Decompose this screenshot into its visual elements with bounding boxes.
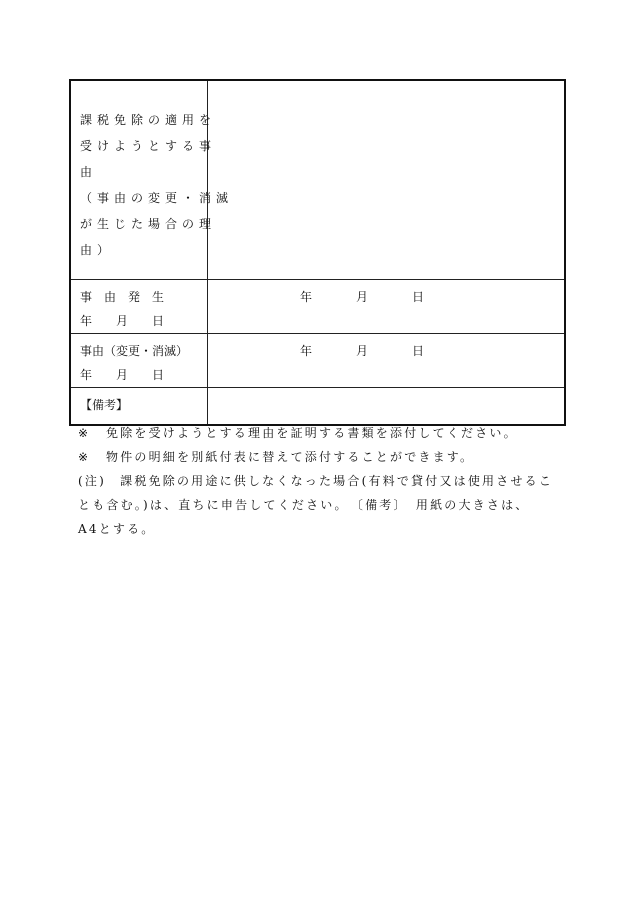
occurrence-date-label-cell [70, 279, 208, 333]
change-date-label-cell [70, 333, 208, 387]
reason-label-cell [70, 80, 234, 279]
note-2-mark: ※ [78, 450, 91, 464]
remarks-cell[interactable] [208, 387, 566, 425]
note-3-line-3: A4とする。 [78, 522, 156, 536]
year-unit: 年 [300, 289, 313, 304]
note-3-line-2: とも含む。)は、直ちに申告してください。 〔備考〕 用紙の大きさは、 [78, 498, 530, 512]
change-date-label: 事由（変更・消滅） 年 月 日 [80, 343, 189, 382]
note-1-mark: ※ [78, 426, 91, 440]
occurrence-date-label: 事 由 発 生 年 月 日 [80, 289, 165, 328]
note-1 [78, 421, 558, 445]
change-date-value [208, 334, 564, 363]
occurrence-date-cell[interactable] [208, 279, 566, 333]
notes-section [78, 421, 558, 541]
application-form-table [69, 79, 566, 426]
reason-label: 課税免除の適用を 受けようとする事 由 （事由の変更・消滅 が生じた場合の理 由） [80, 113, 234, 257]
occurrence-date-value [208, 280, 564, 309]
month-unit: 月 [356, 289, 369, 304]
month-unit: 月 [356, 343, 369, 358]
remarks-label: 【備考】 [80, 397, 129, 412]
note-1-text: 免除を受けようとする理由を証明する書類を添付してください。 [106, 426, 518, 440]
change-date-cell[interactable] [208, 333, 566, 387]
reason-input-cell[interactable] [208, 80, 566, 279]
note-2 [78, 445, 558, 469]
note-3-line-1: (注) 課税免除の用途に供しなくなった場合(有料で貸付又は使用させるこ [78, 474, 554, 488]
day-unit: 日 [412, 343, 425, 358]
remarks-label-cell [70, 387, 208, 425]
day-unit: 日 [412, 289, 425, 304]
note-2-text: 物件の明細を別紙付表に替えて添付することができます。 [106, 450, 475, 464]
year-unit: 年 [300, 343, 313, 358]
